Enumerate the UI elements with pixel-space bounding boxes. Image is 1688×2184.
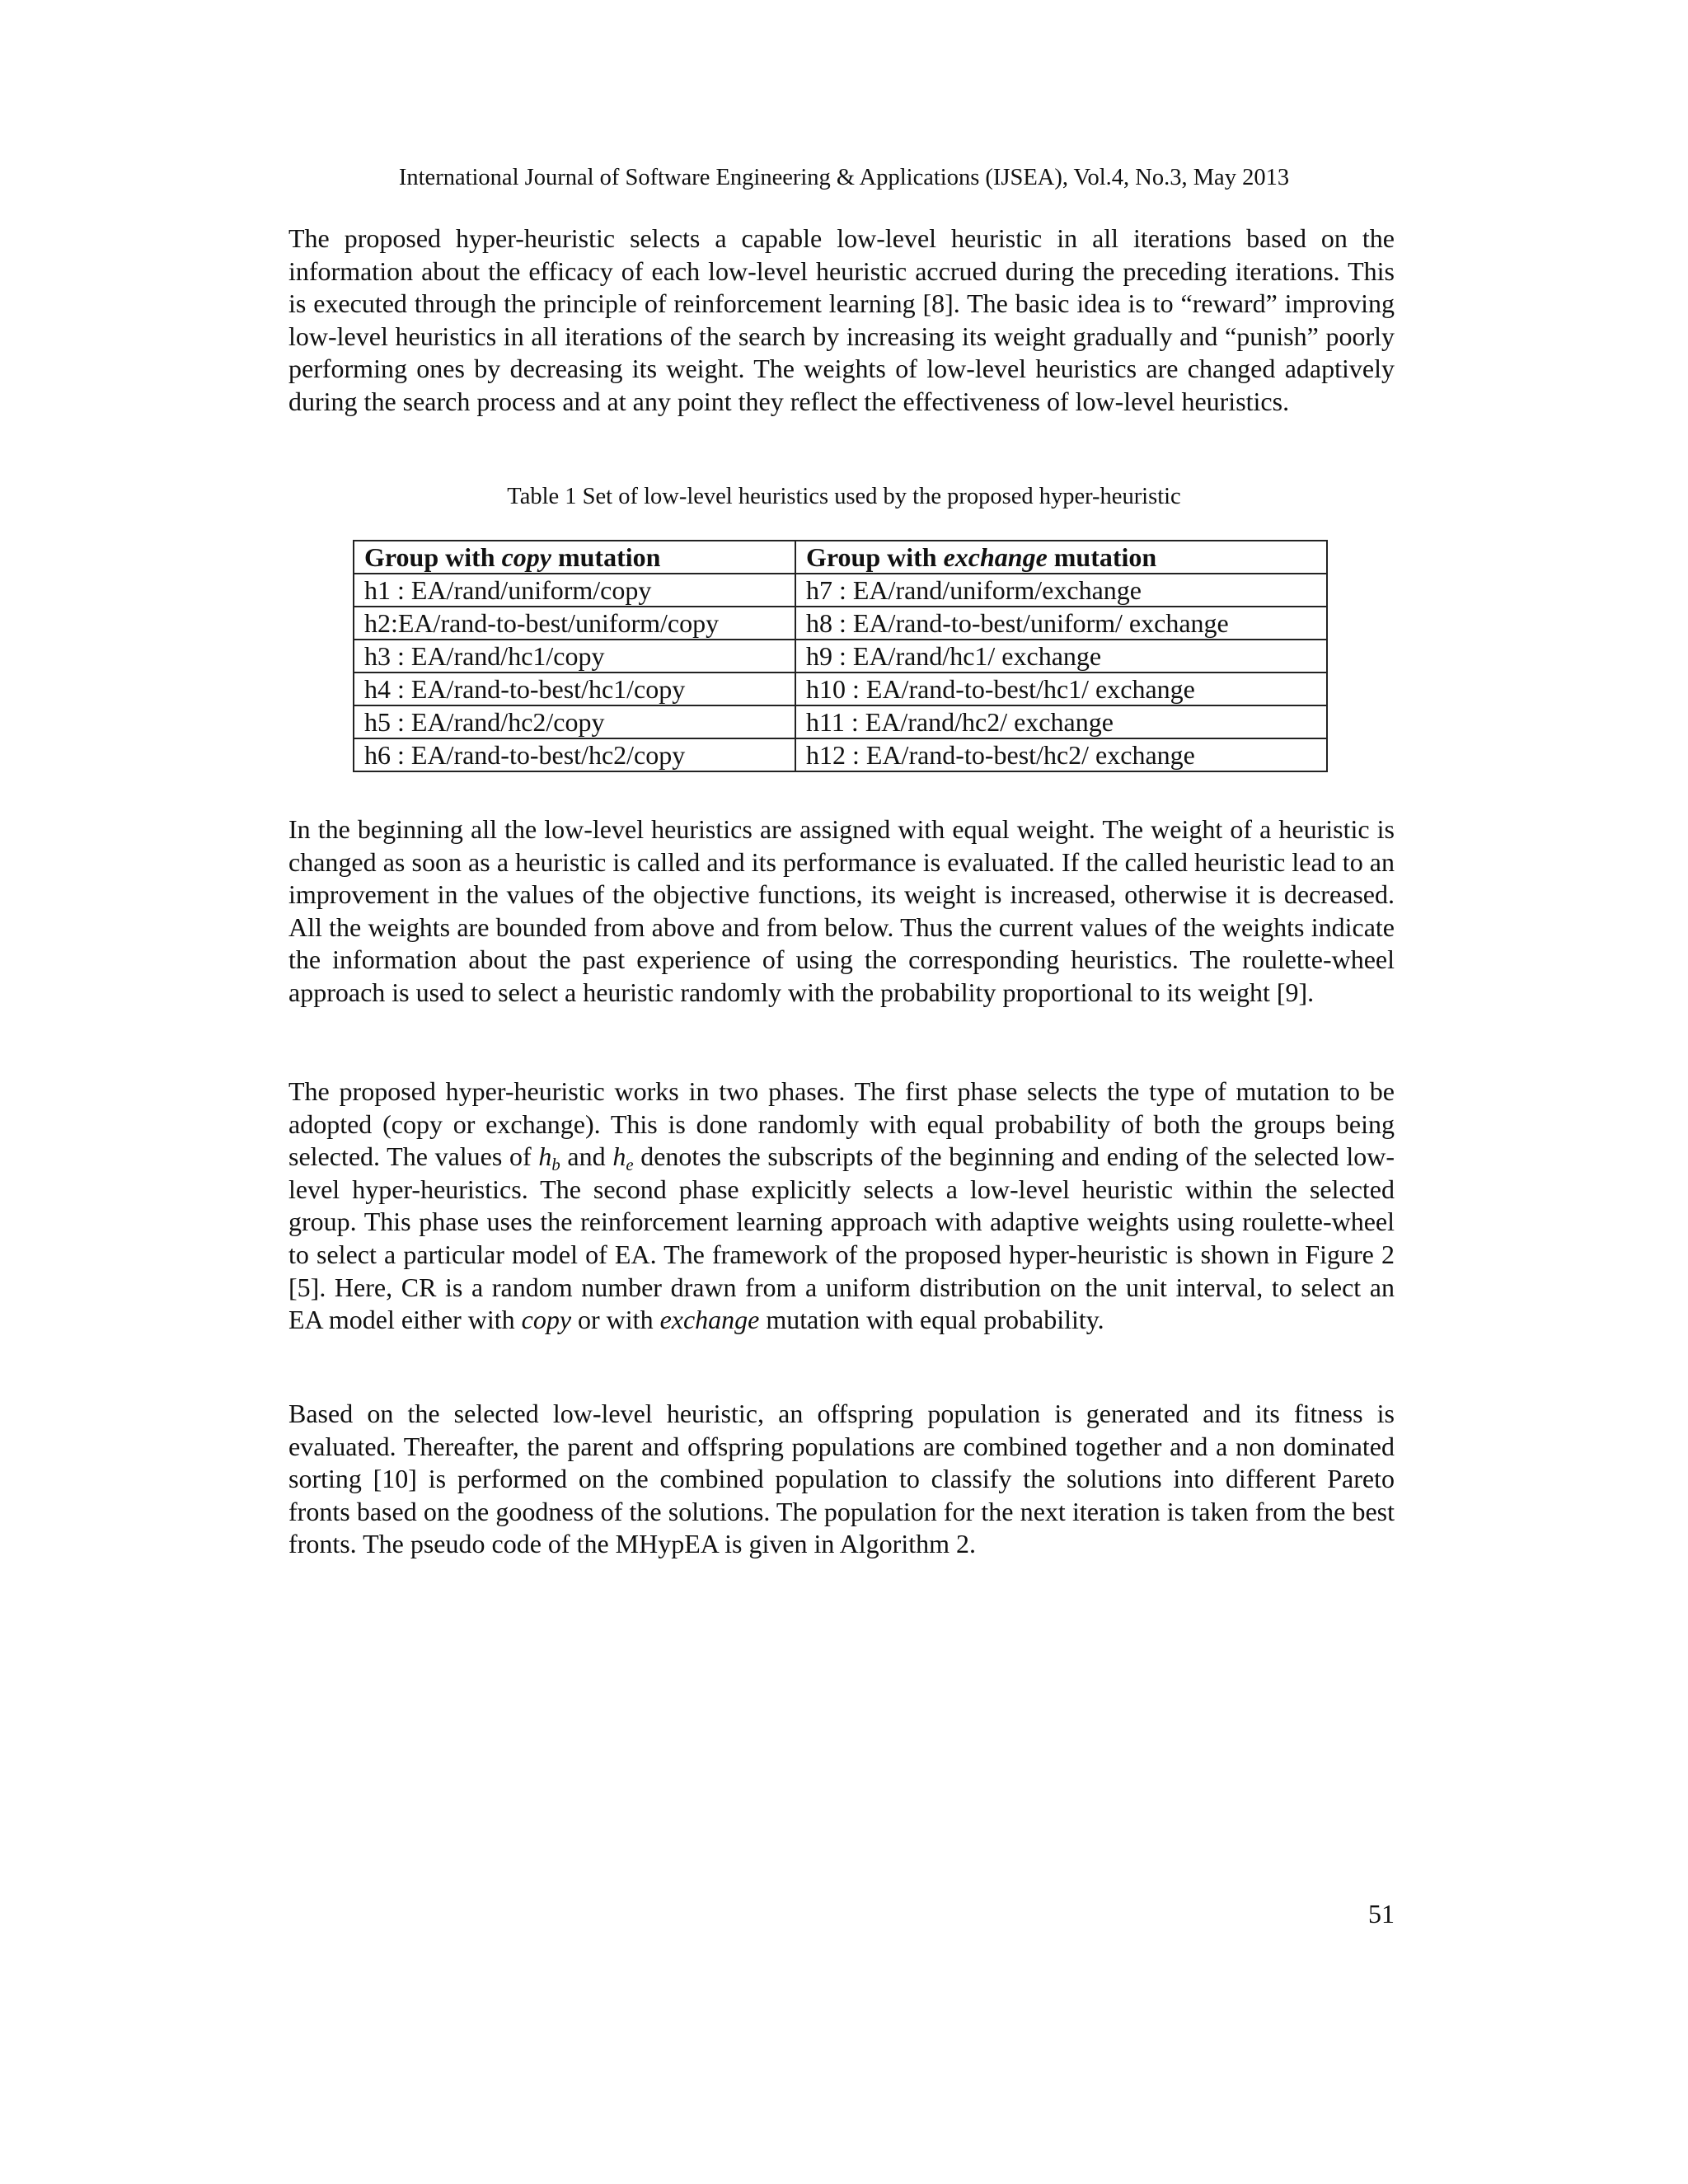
table-row — [354, 640, 1327, 673]
table-cell: h3 : EA/rand/hc1/copy — [354, 640, 795, 673]
paragraph-offspring: Based on the selected low-level heuristic, an offspring population is generated and its fitness is evaluated. Thereafter, the parent and offspring populations are combined together and a non dominated sorting [10] is performed on the combined population to classify the solutions into different Pareto fronts based on the goodness of the solutions. The population for the next iteration is taken from the best fronts. The pseudo code of the MHypEA is given in Algorithm 2. — [288, 1399, 1395, 1559]
table-cell: h5 : EA/rand/hc2/copy — [354, 705, 795, 738]
table-cell: h12 : EA/rand-to-best/hc2/ exchange — [795, 738, 1327, 771]
table-cell: h4 : EA/rand-to-best/hc1/copy — [354, 673, 795, 705]
hb-symbol: $h_b$ — [538, 1141, 560, 1175]
he-symbol: $h_e$ — [612, 1141, 634, 1175]
table-caption: Table 1 Set of low-level heuristics used by the proposed hyper-heuristic — [507, 484, 1181, 509]
table-cell: h7 : EA/rand/uniform/exchange — [795, 574, 1327, 607]
table-cell: h11 : EA/rand/hc2/ exchange — [795, 705, 1327, 738]
table-row — [354, 607, 1327, 640]
paragraph-two-phases: The proposed hyper-heuristic works in two phases. The first phase selects the type of mutation to be adopted (copy or exchange). This is done randomly with equal probability of both the groups being selected. The values of $h_b$ and $h_e$ denotes the subscripts of the beginning and ending of the selected low-level hyper-heuristics. The second phase explicitly selects a low-level heuristic within the selected group. This phase uses the reinforcement learning approach with adaptive weights using roulette-wheel to select a particular model of EA. The framework of the proposed hyper-heuristic is shown in Figure 2 [5]. Here, CR is a random number drawn from a uniform distribution on the unit interval, to select an EA model either with copy or with exchange mutation with equal probability. — [288, 1076, 1395, 1335]
page-number: 51 — [1368, 1899, 1395, 1929]
table-cell: h1 : EA/rand/uniform/copy — [354, 574, 795, 607]
heuristics-table — [353, 540, 1328, 772]
table-row — [354, 705, 1327, 738]
table-cell: h6 : EA/rand-to-best/hc2/copy — [354, 738, 795, 771]
table-row — [354, 673, 1327, 705]
paragraph-weights: In the beginning all the low-level heuristics are assigned with equal weight. The weight of a heuristic is changed as soon as a heuristic is called and its performance is evaluated. If the called heuristic lead to an improvement in the values of the objective functions, its weight is increased, otherwise it is decreased. All the weights are bounded from above and from below. Thus the current values of the weights indicate the information about the past experience of using the corresponding heuristics. The roulette-wheel approach is used to select a heuristic randomly with the probability proportional to its weight [9]. — [288, 814, 1395, 1007]
table-header-row — [354, 541, 1327, 574]
running-header: International Journal of Software Engineering & Applications (IJSEA), Vol.4, No.3, May 2013 — [398, 165, 1290, 190]
paragraph-reinforcement-learning: The proposed hyper-heuristic selects a capable low-level heuristic in all iterations based on the information about the efficacy of each low-level heuristic accrued during the preceding iterations. This is executed through the principle of reinforcement learning [8]. The basic idea is to “reward” improving low-level heuristics in all iterations of the search by increasing its weight gradually and “punish” poorly performing ones by decreasing its weight. The weights of low-level heuristics are changed adaptively during the search process and at any point they reflect the effectiveness of low-level heuristics. — [288, 223, 1395, 416]
table-cell: h2:EA/rand-to-best/uniform/copy — [354, 607, 795, 640]
table-cell: h10 : EA/rand-to-best/hc1/ exchange — [795, 673, 1327, 705]
table-cell: h9 : EA/rand/hc1/ exchange — [795, 640, 1327, 673]
table-row — [354, 574, 1327, 607]
table-cell: h8 : EA/rand-to-best/uniform/ exchange — [795, 607, 1327, 640]
header-exchange-group: Group with exchange mutation — [795, 541, 1327, 574]
table-row — [354, 738, 1327, 771]
header-copy-group: Group with copy mutation — [354, 541, 795, 574]
